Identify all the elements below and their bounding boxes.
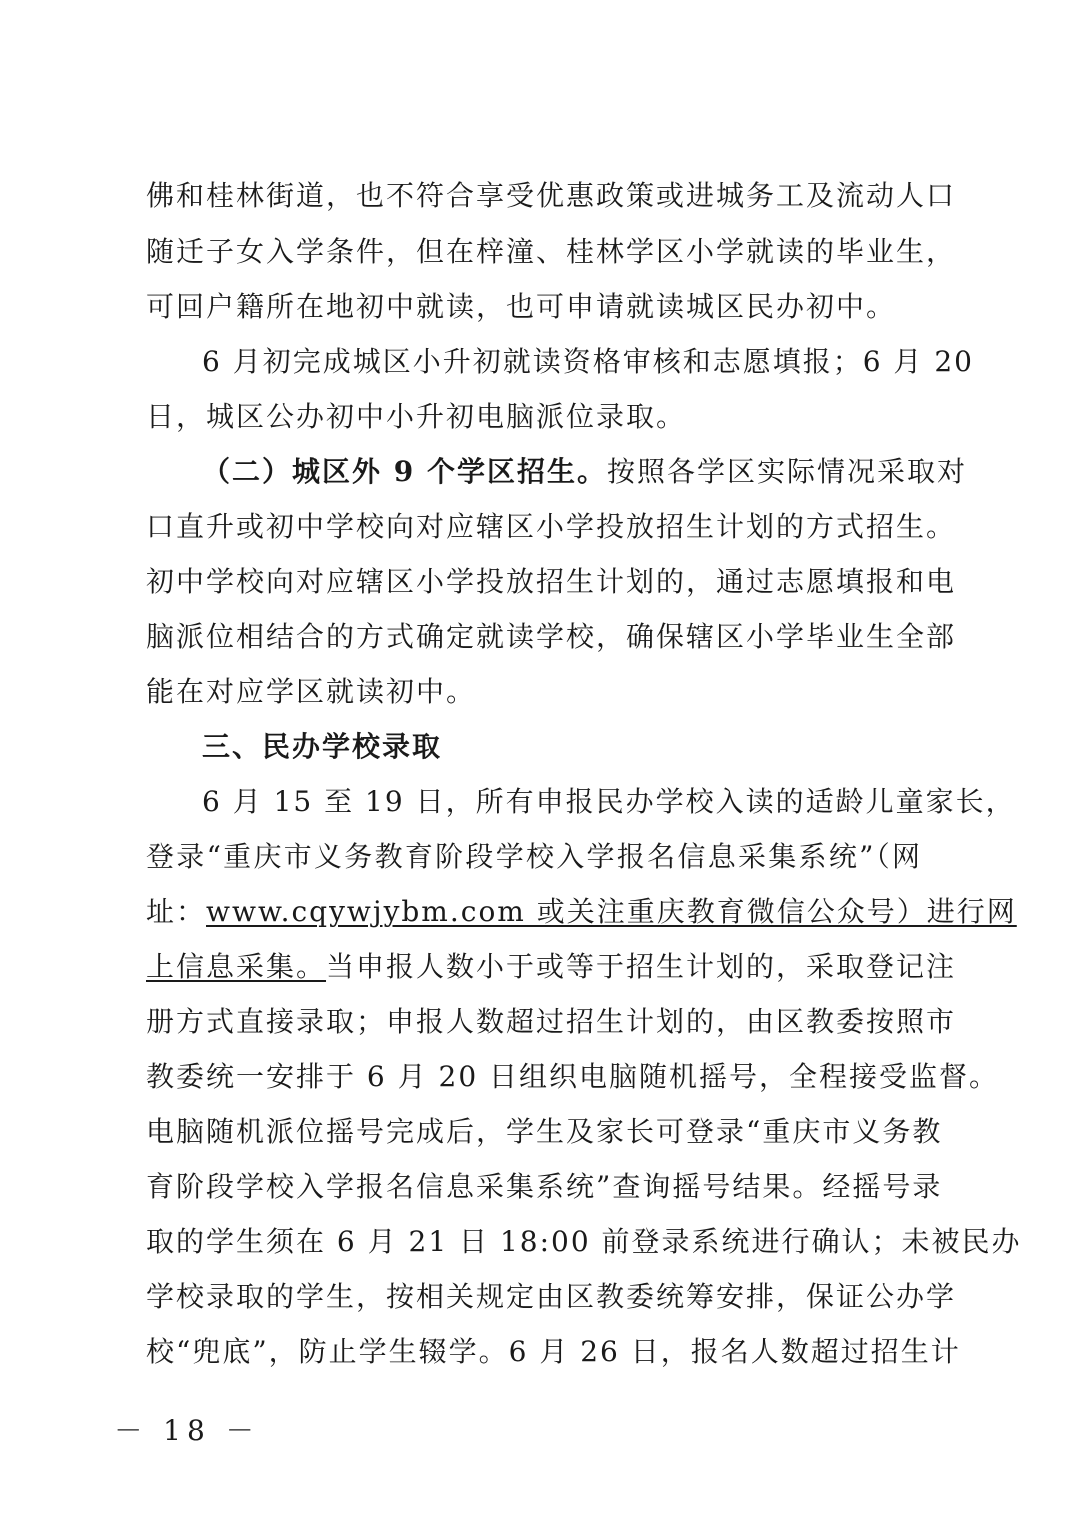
paragraph-line-with-heading: [202, 452, 967, 492]
page-number: － 18 －: [114, 1414, 260, 1447]
paragraph-line: 日，城区公办初中小升初电脑派位录取。: [146, 400, 687, 433]
paragraph-text: 当申报人数小于或等于招生计划的，采取登记注: [326, 950, 957, 983]
paragraph-line: 6 月 15 至 19 日，所有申报民办学校入读的适龄儿童家长，: [202, 785, 1016, 818]
paragraph-line: 电脑随机派位摇号完成后，学生及家长可登录“重庆市义务教: [146, 1115, 943, 1148]
paragraph-line: 佛和桂林街道，也不符合享受优惠政策或进城务工及流动人口: [146, 179, 957, 212]
paragraph-line: 能在对应学区就读初中。: [146, 675, 477, 708]
section-subheading: （二）城区外 9 个学区招生。: [202, 455, 607, 488]
paragraph-line: 育阶段学校入学报名信息采集系统”查询摇号结果。经摇号录: [146, 1170, 943, 1203]
paragraph-line: 登录“重庆市义务教育阶段学校入学报名信息采集系统”（网: [146, 840, 922, 873]
paragraph-line: 教委统一安排于 6 月 20 日组织电脑随机摇号，全程接受监督。: [146, 1060, 1000, 1093]
paragraph-text: 按照各学区实际情况采取对: [606, 455, 967, 488]
paragraph-line: 随迁子女入学条件，但在梓潼、桂林学区小学就读的毕业生，: [146, 235, 957, 268]
underlined-text: 上信息采集。: [146, 950, 327, 983]
paragraph-line: 校“兜底”，防止学生辍学。6 月 26 日，报名人数超过招生计: [146, 1335, 961, 1368]
paragraph-line: 初中学校向对应辖区小学投放招生计划的，通过志愿填报和电: [146, 565, 957, 598]
paragraph-line: 6 月初完成城区小升初就读资格审核和志愿填报；6 月 20: [202, 345, 974, 378]
paragraph-line: 脑派位相结合的方式确定就读学校，确保辖区小学毕业生全部: [146, 620, 957, 653]
paragraph-line: 学校录取的学生，按相关规定由区教委统筹安排，保证公办学: [146, 1280, 957, 1313]
paragraph-line: 可回户籍所在地初中就读，也可申请就读城区民办初中。: [146, 290, 897, 323]
paragraph-text: 址：: [146, 895, 207, 928]
paragraph-line: 口直升或初中学校向对应辖区小学投放招生计划的方式招生。: [146, 510, 957, 543]
paragraph-line: 取的学生须在 6 月 21 日 18:00 前登录系统进行确认；未被民办: [146, 1225, 1022, 1258]
paragraph-line-with-link: [146, 892, 1017, 932]
section-heading: 三、民办学校录取: [202, 730, 443, 763]
paragraph-line: [146, 947, 957, 987]
website-link[interactable]: www.cqywjybm.com 或关注重庆教育微信公众号）进行网: [206, 895, 1017, 928]
paragraph-line: 册方式直接录取；申报人数超过招生计划的，由区教委按照市: [146, 1005, 957, 1038]
